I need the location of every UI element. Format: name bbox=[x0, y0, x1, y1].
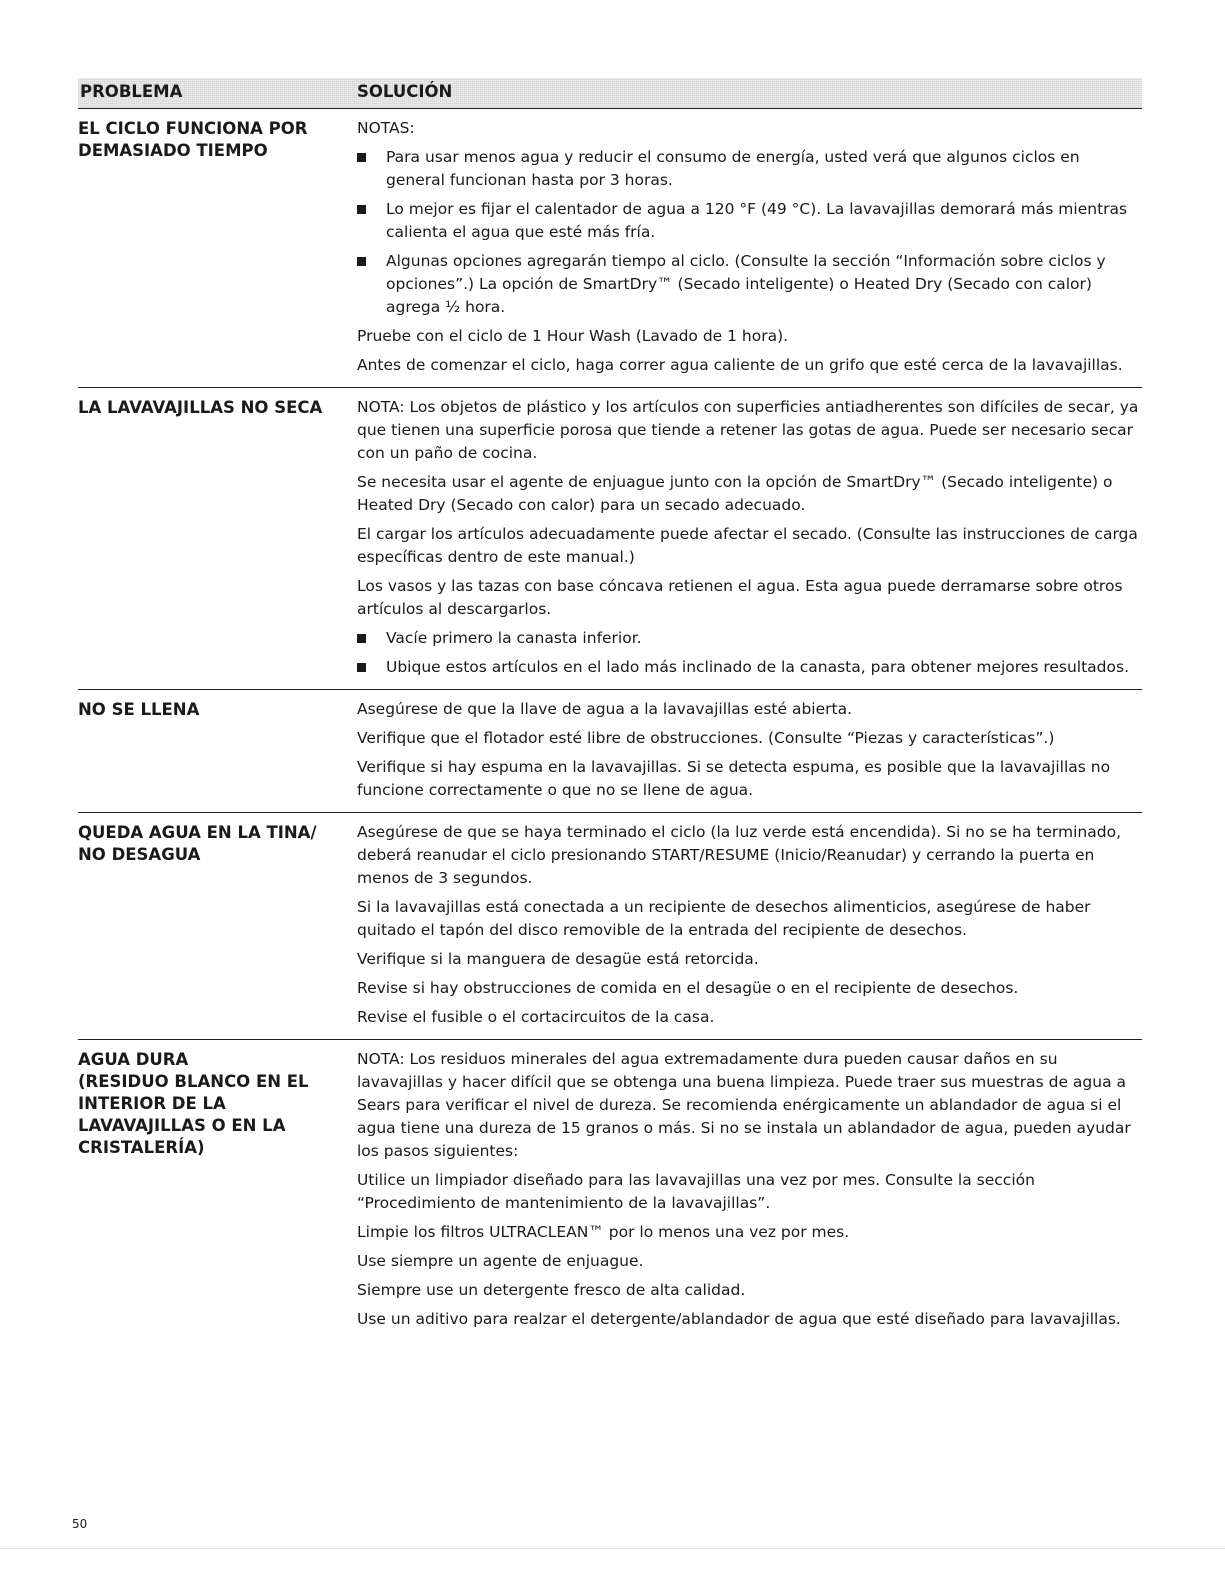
table-row bbox=[78, 690, 1142, 813]
problem-cell bbox=[78, 396, 357, 685]
bullet-item bbox=[357, 250, 1142, 319]
solution-paragraph: El cargar los artículos adecuadamente puede afectar el secado. (Consulte las instrucciones de carga específicas dentro de este manual.) bbox=[357, 525, 1138, 566]
page-number: 50 bbox=[72, 1517, 88, 1531]
square-bullet-icon bbox=[357, 205, 366, 214]
solution-paragraph: NOTAS: bbox=[357, 119, 415, 137]
problem-cell bbox=[78, 821, 357, 1035]
header-problem: PROBLEMA bbox=[80, 82, 183, 101]
bullet-text: Vacíe primero la canasta inferior. bbox=[386, 629, 642, 647]
table-header bbox=[78, 78, 1142, 109]
solution-paragraph: Verifique si hay espuma en la lavavajillas. Si se detecta espuma, es posible que la lavavajillas no funcione correctamente o que no se llene de agua. bbox=[357, 758, 1111, 799]
bullet-text: Lo mejor es fijar el calentador de agua a 120 °F (49 °C). La lavavajillas demorará más mientras calienta el agua que esté más fría. bbox=[386, 200, 1128, 241]
solution-cell bbox=[357, 698, 1142, 808]
solution-paragraph: Revise si hay obstrucciones de comida en el desagüe o en el recipiente de desechos. bbox=[357, 979, 1019, 997]
square-bullet-icon bbox=[357, 153, 366, 162]
bullet-item bbox=[357, 146, 1142, 192]
problem-line: AGUA DURA bbox=[78, 1050, 189, 1069]
solution-paragraph: Asegúrese de que la llave de agua a la lavavajillas esté abierta. bbox=[357, 700, 853, 718]
problem-line: EL CICLO FUNCIONA POR bbox=[78, 119, 308, 138]
bullet-item bbox=[357, 627, 1142, 650]
problem-line: CRISTALERÍA) bbox=[78, 1138, 205, 1157]
problem-cell bbox=[78, 117, 357, 383]
solution-paragraph: NOTA: Los objetos de plástico y los artículos con superficies antiadherentes son difíciles de secar, ya que tienen una superficie porosa que tiende a retener las gotas de agua. Puede ser necesario secar con un paño de cocina. bbox=[357, 398, 1139, 462]
table-row bbox=[78, 1040, 1142, 1341]
problem-line: LA LAVAVAJILLAS NO SECA bbox=[78, 398, 323, 417]
problem-cell bbox=[78, 698, 357, 808]
header-solution: SOLUCIÓN bbox=[357, 82, 453, 101]
solution-paragraph: Se necesita usar el agente de enjuague junto con la opción de SmartDry™ (Secado inteligente) o Heated Dry (Secado con calor) para un secado adecuado. bbox=[357, 473, 1113, 514]
bullet-item bbox=[357, 656, 1142, 679]
solution-cell bbox=[357, 117, 1142, 383]
solution-paragraph: Pruebe con el ciclo de 1 Hour Wash (Lavado de 1 hora). bbox=[357, 327, 789, 345]
bullet-item bbox=[357, 198, 1142, 244]
solution-paragraph: Utilice un limpiador diseñado para las lavavajillas una vez por mes. Consulte la sección “Procedimiento de mantenimiento de la lavavajillas”. bbox=[357, 1171, 1035, 1212]
bullet-text: Algunas opciones agregarán tiempo al ciclo. (Consulte la sección “Información sobre ciclos y opciones”.) La opción de SmartDry™ (Secado inteligente) o Heated Dry (Secado con calor) agrega ½ hora. bbox=[386, 252, 1106, 316]
table-row bbox=[78, 388, 1142, 690]
solution-paragraph: Use siempre un agente de enjuague. bbox=[357, 1252, 644, 1270]
solution-cell bbox=[357, 821, 1142, 1035]
problem-line: NO SE LLENA bbox=[78, 700, 200, 719]
problem-line: QUEDA AGUA EN LA TINA/ bbox=[78, 823, 317, 842]
solution-cell bbox=[357, 1048, 1142, 1337]
solution-paragraph: Use un aditivo para realzar el detergente/ablandador de agua que esté diseñado para lavavajillas. bbox=[357, 1310, 1121, 1328]
solution-paragraph: Asegúrese de que se haya terminado el ciclo (la luz verde está encendida). Si no se ha terminado, deberá reanudar el ciclo presionando START/RESUME (Inicio/Reanudar) y cerrando la puerta en menos de 3 segundos. bbox=[357, 823, 1122, 887]
solution-paragraph: Los vasos y las tazas con base cóncava retienen el agua. Esta agua puede derramarse sobre otros artículos al descargarlos. bbox=[357, 577, 1123, 618]
problem-line: INTERIOR DE LA bbox=[78, 1094, 226, 1113]
square-bullet-icon bbox=[357, 634, 366, 643]
problem-line: (RESIDUO BLANCO EN EL bbox=[78, 1072, 309, 1091]
problem-line: LAVAVAJILLAS O EN LA bbox=[78, 1116, 286, 1135]
troubleshooting-table bbox=[78, 78, 1142, 1341]
problem-line: NO DESAGUA bbox=[78, 845, 201, 864]
solution-paragraph: Verifique si la manguera de desagüe está retorcida. bbox=[357, 950, 759, 968]
table-row bbox=[78, 813, 1142, 1040]
problem-line: DEMASIADO TIEMPO bbox=[78, 141, 268, 160]
solution-paragraph: NOTA: Los residuos minerales del agua extremadamente dura pueden causar daños en su lavavajillas y hacer difícil que se obtenga una buena limpieza. Puede traer sus muestras de agua a Sears para verificar el nivel de dureza. Se recomienda enérgicamente un ablandador de agua si el agua tiene una dureza de 15 granos o más. Si no se instala un ablandador de agua, pueden ayudar los pasos siguientes: bbox=[357, 1050, 1131, 1160]
solution-cell bbox=[357, 396, 1142, 685]
bullet-text: Ubique estos artículos en el lado más inclinado de la canasta, para obtener mejores resultados. bbox=[386, 658, 1130, 676]
bottom-divider bbox=[0, 1548, 1225, 1549]
square-bullet-icon bbox=[357, 663, 366, 672]
table-row bbox=[78, 109, 1142, 388]
solution-paragraph: Revise el fusible o el cortacircuitos de la casa. bbox=[357, 1008, 715, 1026]
solution-paragraph: Antes de comenzar el ciclo, haga correr agua caliente de un grifo que esté cerca de la lavavajillas. bbox=[357, 356, 1123, 374]
table-body bbox=[78, 109, 1142, 1341]
bullet-text: Para usar menos agua y reducir el consumo de energía, usted verá que algunos ciclos en general funcionan hasta por 3 horas. bbox=[386, 148, 1080, 189]
problem-cell bbox=[78, 1048, 357, 1337]
solution-paragraph: Limpie los filtros ULTRACLEAN™ por lo menos una vez por mes. bbox=[357, 1223, 850, 1241]
solution-paragraph: Siempre use un detergente fresco de alta calidad. bbox=[357, 1281, 746, 1299]
solution-paragraph: Si la lavavajillas está conectada a un recipiente de desechos alimenticios, asegúrese de haber quitado el tapón del disco removible de la entrada del recipiente de desechos. bbox=[357, 898, 1091, 939]
square-bullet-icon bbox=[357, 257, 366, 266]
solution-paragraph: Verifique que el flotador esté libre de obstrucciones. (Consulte “Piezas y características”.) bbox=[357, 729, 1055, 747]
